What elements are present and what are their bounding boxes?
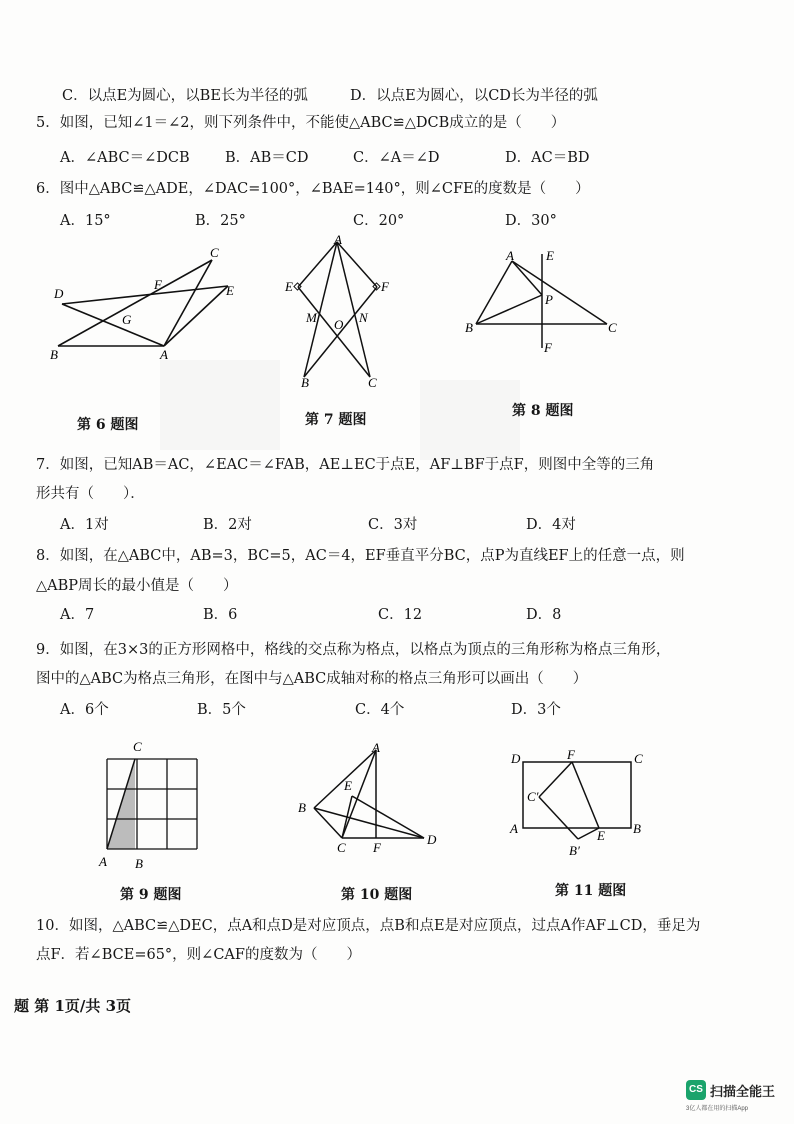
fig10-label-C: C xyxy=(337,840,346,855)
q4-option-c: C．以点E为圆心，以BE长为半径的弧 xyxy=(62,88,308,104)
fig11-line-FE xyxy=(572,762,599,828)
q6-option-c: C．20° xyxy=(353,213,405,229)
q7-option-a: A．1对 xyxy=(60,517,109,533)
fig6-label-A: A xyxy=(160,347,168,362)
fig11-label-B-prime: B′ xyxy=(569,843,580,858)
fig6-label-D: D xyxy=(54,286,64,301)
q7-option-d: D．4对 xyxy=(526,517,576,533)
fig10-label-F: F xyxy=(373,840,381,855)
fig9-caption: 第 9 题图 xyxy=(120,887,182,903)
fig11-label-F: F xyxy=(567,747,575,762)
camscanner-logo-icon: CS xyxy=(686,1080,706,1100)
q9-option-a: A．6个 xyxy=(60,702,109,718)
fig6-caption: 第 6 题图 xyxy=(77,417,139,433)
q8-option-b: B．6 xyxy=(203,607,238,623)
fig6-label-E: E xyxy=(226,283,234,298)
fig10-line-BD xyxy=(314,808,424,838)
page-footer: 题 第 1页/共 3页 xyxy=(14,997,132,1015)
q7-stem-line1: 7．如图，已知AB＝AC，∠EAC＝∠FAB，AE⊥EC于点E，AF⊥BF于点F，则图中全等的三角 xyxy=(36,457,655,473)
q6-stem: 6．图中△ABC≌△ADE，∠DAC=100°，∠BAE=140°，则∠CFE的度数是（ ） xyxy=(36,181,590,197)
fig7-label-M: M xyxy=(306,310,317,325)
figure-11 xyxy=(505,748,645,863)
figure-10 xyxy=(290,738,450,868)
figure-7 xyxy=(280,232,390,392)
fig11-label-C-prime: C′ xyxy=(527,789,539,804)
fig10-caption: 第 10 题图 xyxy=(341,887,413,903)
q10-stem-line2: 点F．若∠BCE=65°，则∠CAF的度数为（ ） xyxy=(36,947,361,963)
q8-stem-line1: 8．如图，在△ABC中，AB=3，BC=5，AC＝4，EF垂直平分BC，点P为直线EF上的任意一点，则 xyxy=(36,548,685,564)
fig7-label-B: B xyxy=(301,375,309,390)
fig7-label-E: E xyxy=(285,279,293,294)
fig6-line-DA xyxy=(62,304,164,346)
q5-option-c: C．∠A＝∠D xyxy=(353,150,440,166)
fig7-label-F: F xyxy=(381,279,389,294)
fig11-line-CpBp xyxy=(539,797,578,839)
q5-option-a: A．∠ABC＝∠DCB xyxy=(60,150,190,166)
q9-option-d: D．3个 xyxy=(511,702,561,718)
fig8-label-F: F xyxy=(544,340,552,355)
fig7-label-N: N xyxy=(359,310,368,325)
q8-stem-line2: △ABP周长的最小值是（ ） xyxy=(36,578,238,594)
q5-option-b: B．AB＝CD xyxy=(225,150,309,166)
fig9-label-C: C xyxy=(133,739,142,754)
q8-option-d: D．8 xyxy=(526,607,562,623)
fig11-label-C: C xyxy=(634,751,643,766)
fig7-label-O: O xyxy=(334,317,344,332)
q9-option-c: C．4个 xyxy=(355,702,405,718)
fig8-line-AB xyxy=(476,261,512,324)
q7-option-b: B．2对 xyxy=(203,517,252,533)
fig10-label-A: A xyxy=(372,740,380,755)
fig11-label-A: A xyxy=(510,821,518,836)
q8-option-a: A．7 xyxy=(60,607,95,623)
fig7-label-A: A xyxy=(334,232,342,247)
fig6-line-AE xyxy=(164,286,228,346)
fig8-label-B: B xyxy=(465,320,473,335)
q6-option-a: A．15° xyxy=(60,213,111,229)
q7-option-c: C．3对 xyxy=(368,517,418,533)
q9-stem-line2: 图中的△ABC为格点三角形，在图中与△ABC成轴对称的格点三角形可以画出（ ） xyxy=(36,671,588,687)
fig11-label-D: D xyxy=(511,751,521,766)
q4-option-d: D．以点E为圆心，以CD长为半径的弧 xyxy=(350,88,598,104)
q8-option-c: C．12 xyxy=(378,607,423,623)
show-through-shadow xyxy=(160,360,280,450)
q6-option-b: B．25° xyxy=(195,213,246,229)
q9-option-b: B．5个 xyxy=(197,702,246,718)
fig8-caption: 第 8 题图 xyxy=(512,403,574,419)
figure-6 xyxy=(40,240,260,370)
fig10-label-B: B xyxy=(298,800,306,815)
fig8-line-BP xyxy=(476,295,542,324)
fig6-line-DE xyxy=(62,286,228,304)
q7-stem-line2: 形共有（ ）． xyxy=(36,486,145,502)
fig11-rectangle-ABCD xyxy=(523,762,631,828)
fig11-line-BpE xyxy=(578,828,599,839)
fig6-label-C: C xyxy=(210,245,219,260)
q5-option-d: D．AC＝BD xyxy=(505,150,590,166)
fig6-label-B: B xyxy=(50,347,58,362)
fig10-line-AC xyxy=(342,750,376,838)
fig7-label-C: C xyxy=(368,375,377,390)
fig8-label-C: C xyxy=(608,320,617,335)
fig6-label-F: F xyxy=(154,277,162,292)
fig10-label-E: E xyxy=(344,778,352,793)
watermark-tagline: 3亿人都在用的扫描App xyxy=(686,1106,749,1112)
fig7-caption: 第 7 题图 xyxy=(305,412,367,428)
fig9-label-B: B xyxy=(135,856,143,871)
fig11-line-FCp xyxy=(539,762,572,797)
fig11-caption: 第 11 题图 xyxy=(555,883,627,899)
fig8-label-E: E xyxy=(546,248,554,263)
q9-stem-line1: 9．如图，在3×3的正方形网格中，格线的交点称为格点，以格点为顶点的三角形称为格点三角形， xyxy=(36,642,671,658)
fig9-label-A: A xyxy=(99,854,107,869)
q5-stem: 5．如图，已知∠1＝∠2，则下列条件中，不能使△ABC≌△DCB成立的是（ ） xyxy=(36,115,566,131)
watermark-app-name: 扫描全能王 xyxy=(710,1084,776,1099)
fig11-label-B: B xyxy=(633,821,641,836)
figure-9 xyxy=(95,735,205,875)
fig10-label-D: D xyxy=(427,832,437,847)
fig8-label-P: P xyxy=(545,292,553,307)
fig8-line-AC xyxy=(512,261,607,324)
scanner-watermark xyxy=(686,1080,790,1116)
fig8-label-A: A xyxy=(506,248,514,263)
q10-stem-line1: 10．如图，△ABC≌△DEC，点A和点D是对应顶点，点B和点E是对应顶点，过点A作AF⊥CD，垂足为 xyxy=(36,918,701,934)
figure-8 xyxy=(462,246,622,356)
show-through-shadow xyxy=(420,380,520,460)
fig10-line-ED xyxy=(352,796,424,838)
fig6-label-G: G xyxy=(122,312,132,327)
fig11-label-E: E xyxy=(597,828,605,843)
q6-option-d: D．30° xyxy=(505,213,557,229)
